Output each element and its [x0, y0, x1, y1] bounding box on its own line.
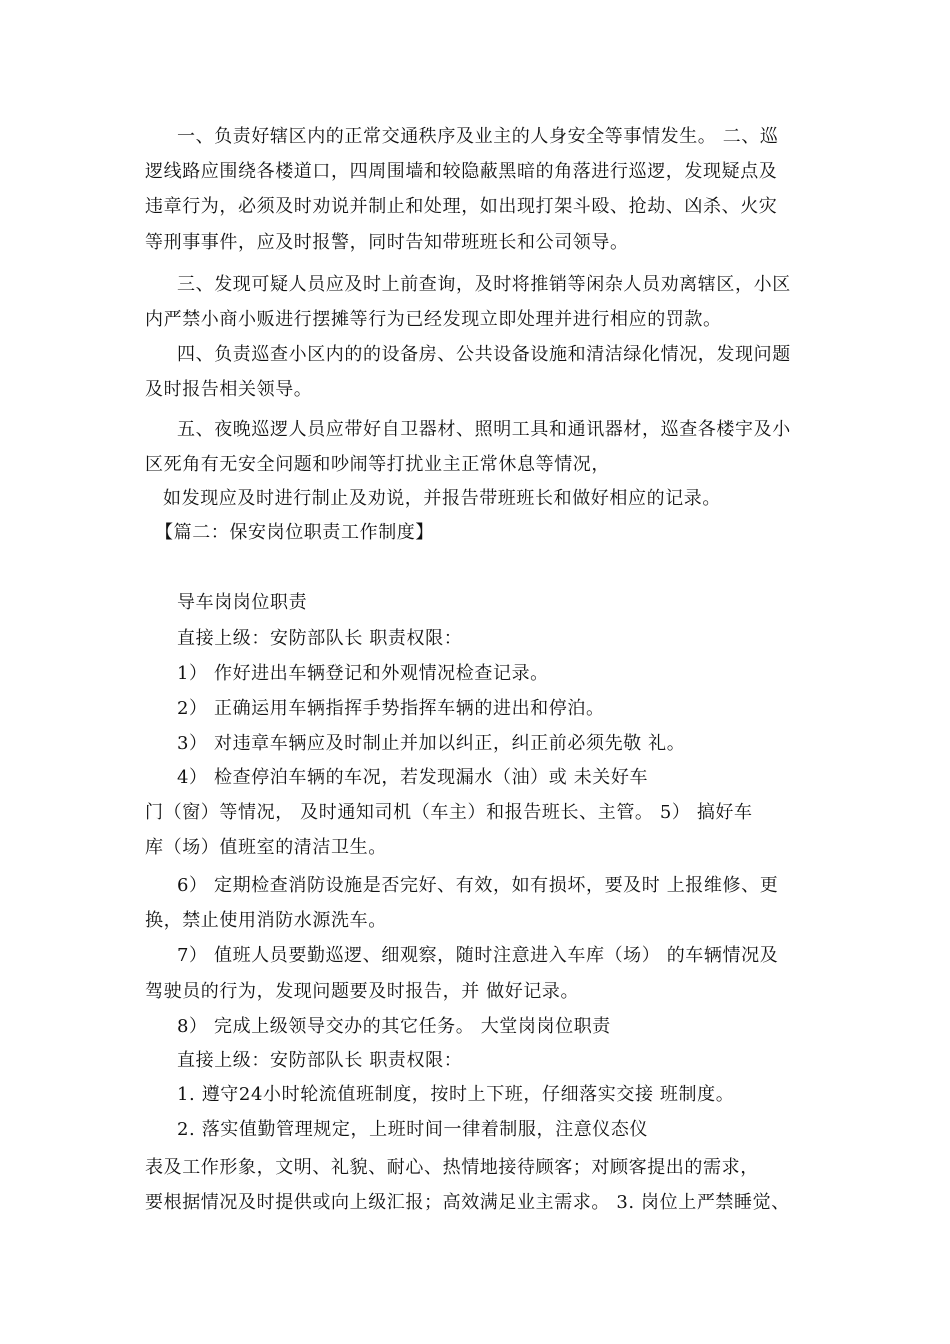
text-line: 一、负责好辖区内的正常交通秩序及业主的人身安全等事情发生。 二、巡 [177, 126, 779, 147]
text-line: 直接上级：安防部队长 职责权限： [177, 628, 463, 649]
list-item: 1. 遵守24小时轮流值班制度，按时上下班，仔细落实交接 班制度。 [177, 1084, 735, 1105]
text-line: 驾驶员的行为，发现问题要及时报告，并 做好记录。 [145, 981, 580, 1002]
text-line: 表及工作形象，文明、礼貌、耐心、热情地接待顾客；对顾客提出的需求， [145, 1157, 759, 1178]
text-line: 区死角有无安全问题和吵闹等打扰业主正常休息等情况， [145, 454, 610, 475]
text-line: 直接上级：安防部队长 职责权限： [177, 1050, 463, 1071]
section-heading: 【篇二：保安岗位职责工作制度】 [155, 522, 434, 543]
list-item: 3） 对违章车辆应及时制止并加以纠正，纠正前必须先敬 礼。 [177, 733, 686, 754]
text-line: 库（场）值班室的清洁卫生。 [145, 837, 387, 858]
list-item: 8） 完成上级领导交办的其它任务。 大堂岗岗位职责 [177, 1016, 611, 1037]
text-line: 违章行为，必须及时劝说并制止和处理，如出现打架斗殴、抢劫、凶杀、火灾 [145, 196, 778, 217]
text-line: 门（窗）等情况， 及时通知司机（车主）和报告班长、主管。 5） 搞好车 [145, 802, 753, 823]
text-line: 及时报告相关领导。 [145, 379, 313, 400]
list-item: 2） 正确运用车辆指挥手势指挥车辆的进出和停泊。 [177, 698, 605, 719]
list-item: 6） 定期检查消防设施是否完好、有效，如有损坏，要及时 上报维修、更 [177, 875, 779, 896]
subsection-title: 导车岗岗位职责 [177, 592, 308, 613]
list-item: 2. 落实值勤管理规定，上班时间一律着制服，注意仪态仪 [177, 1119, 649, 1140]
text-line: 要根据情况及时提供或向上级汇报；高效满足业主需求。 3. 岗位上严禁睡觉、 [145, 1192, 790, 1213]
text-line: 如发现应及时进行制止及劝说，并报告带班班长和做好相应的记录。 [163, 488, 721, 509]
text-line: 逻线路应围绕各楼道口，四周围墙和较隐蔽黑暗的角落进行巡逻，发现疑点及 [145, 161, 778, 182]
list-item: 1） 作好进出车辆登记和外观情况检查记录。 [177, 663, 549, 684]
list-item: 4） 检查停泊车辆的车况，若发现漏水（油）或 未关好车 [177, 767, 649, 788]
text-line: 等刑事事件，应及时报警，同时告知带班班长和公司领导。 [145, 232, 629, 253]
text-line: 换，禁止使用消防水源洗车。 [145, 910, 387, 931]
text-line: 内严禁小商小贩进行摆摊等行为已经发现立即处理并进行相应的罚款。 [145, 309, 722, 330]
text-line: 五、夜晚巡逻人员应带好自卫器材、照明工具和通讯器材，巡查各楼宇及小 [177, 419, 791, 440]
text-line: 三、发现可疑人员应及时上前查询，及时将推销等闲杂人员劝离辖区，小区 [177, 274, 791, 295]
text-line: 四、负责巡查小区内的的设备房、公共设备设施和清洁绿化情况，发现问题 [177, 344, 791, 365]
list-item: 7） 值班人员要勤巡逻、细观察，随时注意进入车库（场） 的车辆情况及 [177, 945, 779, 966]
